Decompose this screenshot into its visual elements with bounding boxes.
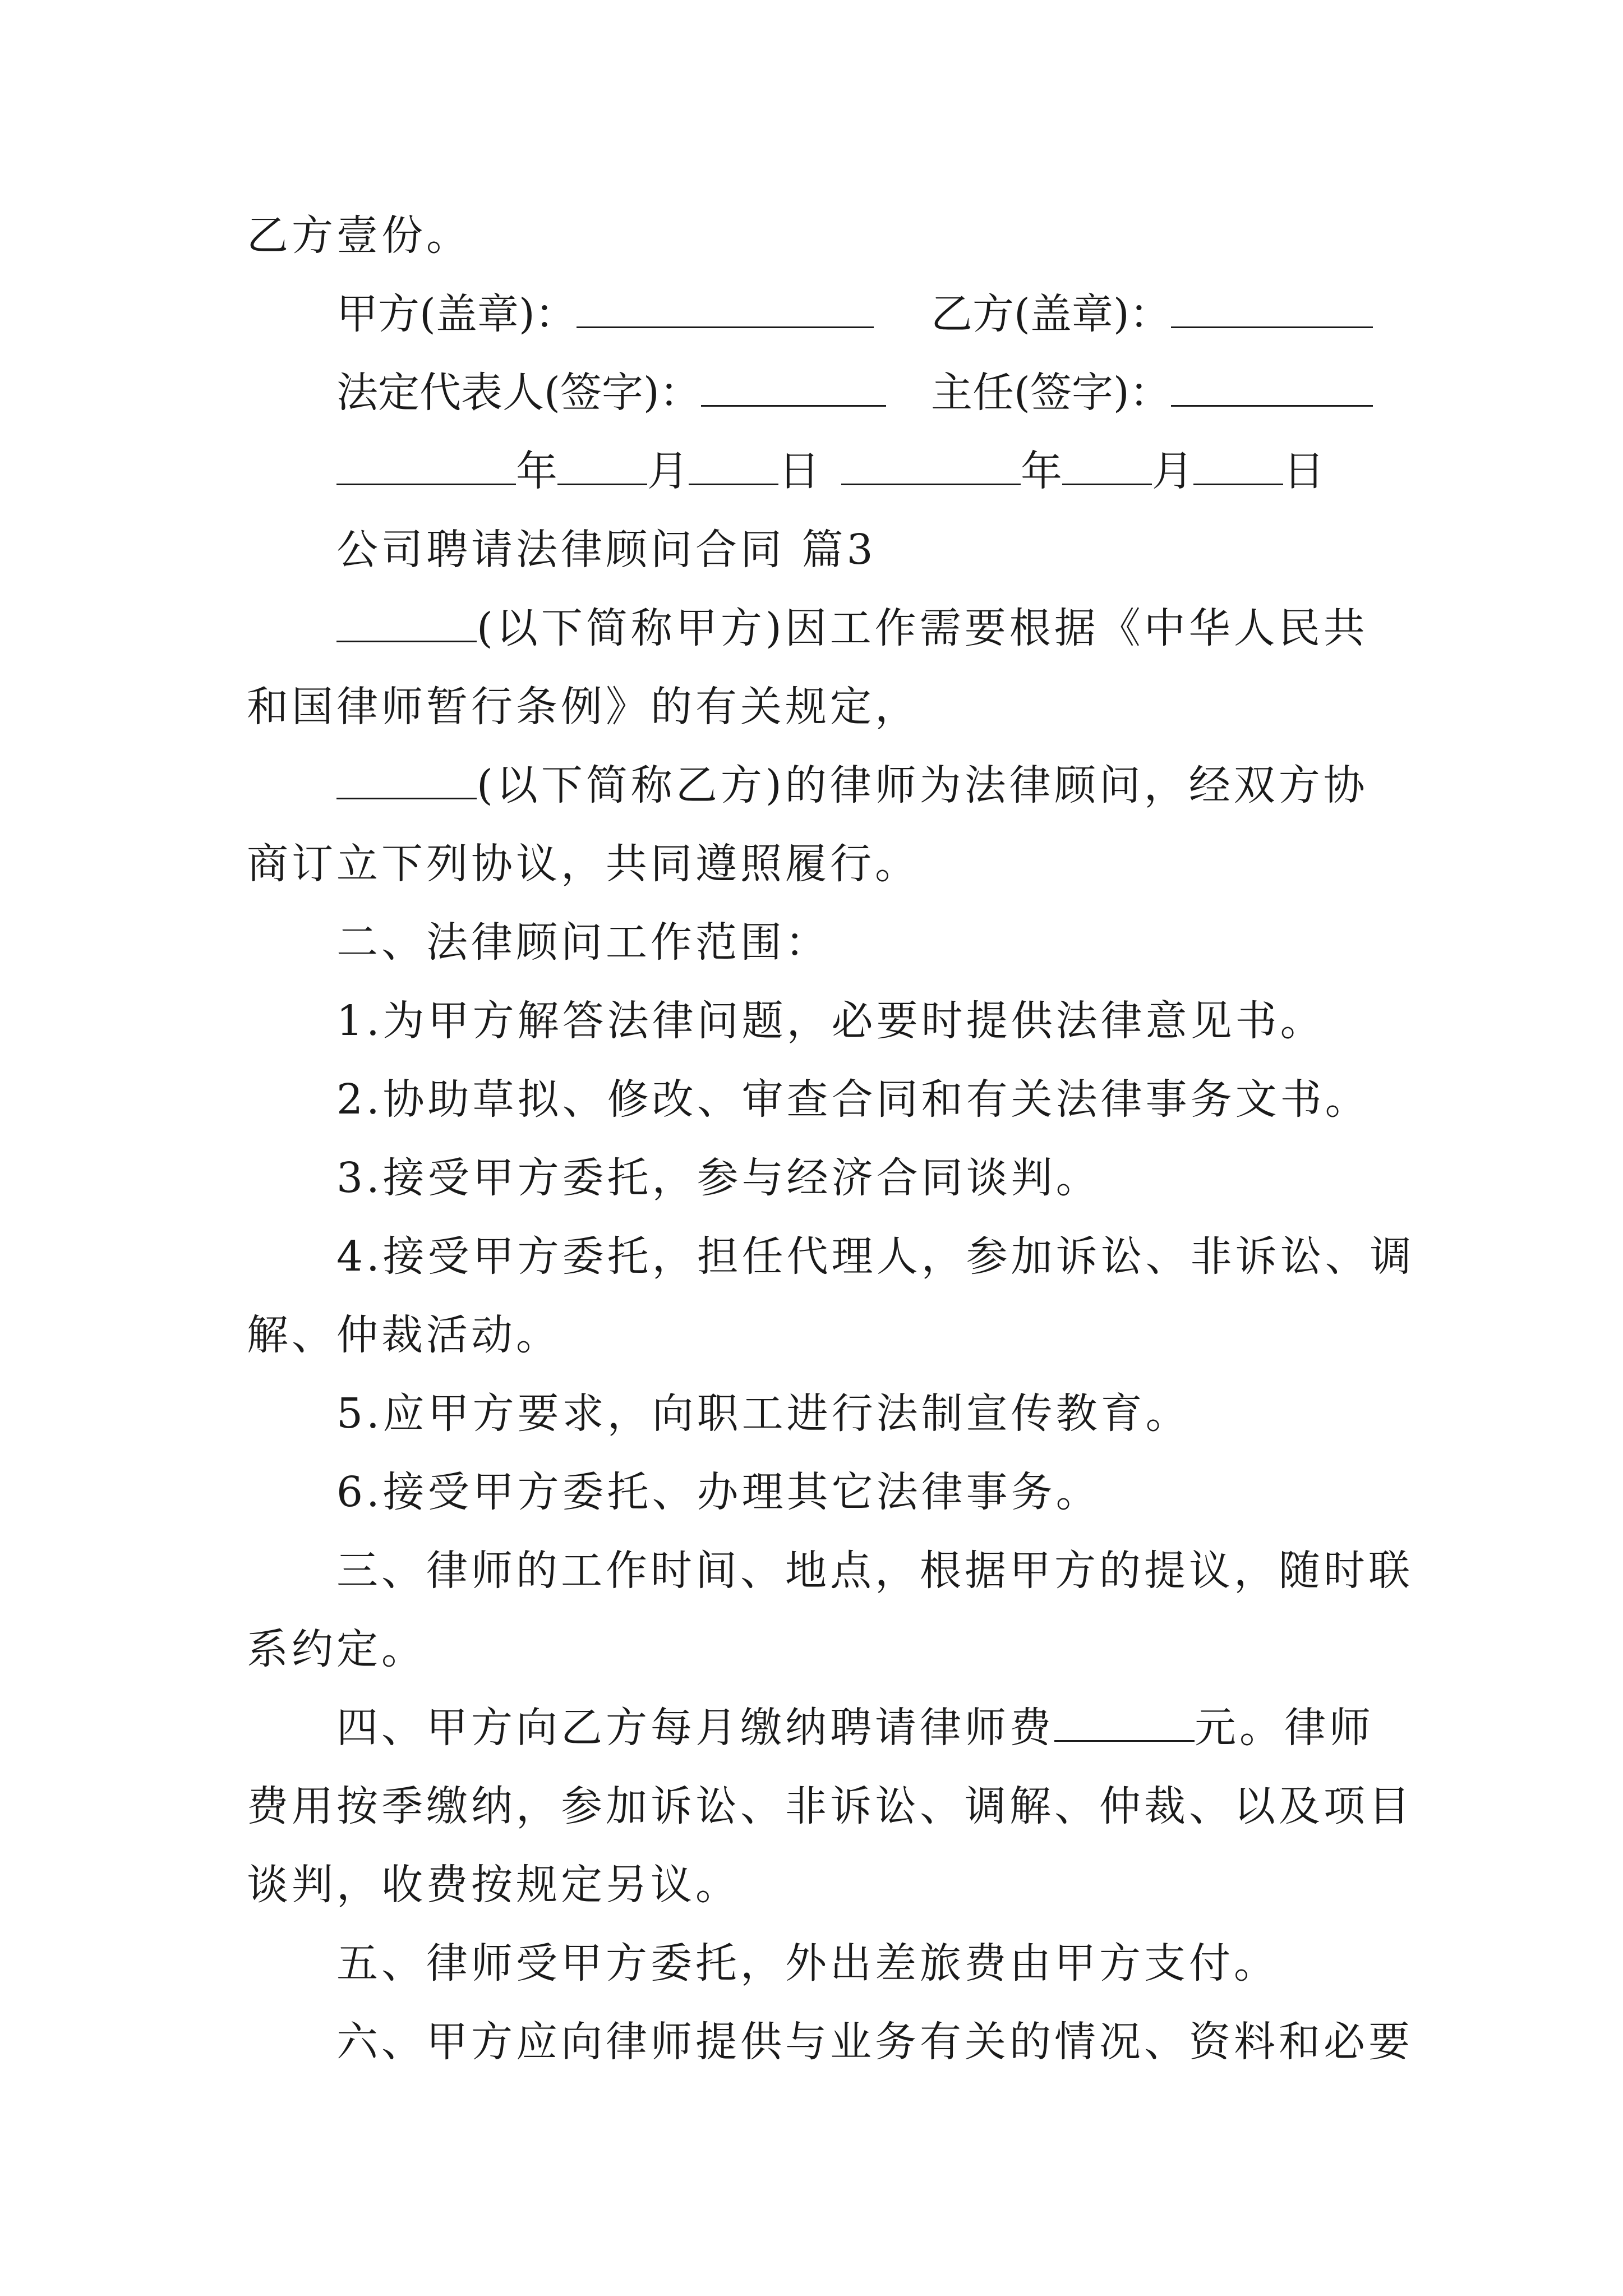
list-item: 5.应甲方要求，向职工进行法制宣传教育。: [336, 1389, 1191, 1438]
date-blank: [841, 444, 1021, 485]
text-line: 和国律师暂行条例》的有关规定，: [247, 683, 920, 731]
legal-rep-signature-label: 法定代表人(签字)：: [336, 369, 701, 417]
text-line: 二、法律顾问工作范围：: [336, 918, 830, 967]
list-item: 4.接受甲方委托，担任代理人，参加诉讼、非诉讼、调: [336, 1232, 1415, 1281]
date-blank: [336, 444, 516, 485]
party-b-name-blank: [336, 758, 477, 799]
text-line: 六、甲方应向律师提供与业务有关的情况、资料和必要: [336, 2018, 1413, 2066]
date-year-label: 年: [1021, 447, 1062, 495]
text-line: 五、律师受甲方委托，外出差旅费由甲方支付。: [336, 1939, 1279, 1987]
party-b-seal-label: 乙方(盖章)：: [931, 290, 1171, 338]
list-item: 1.为甲方解答法律问题，必要时提供法律意见书。: [336, 997, 1325, 1045]
party-a-seal-blank: [577, 287, 874, 328]
date-month-label: 月: [647, 447, 689, 495]
list-item: 2.协助草拟、修改、审查合同和有关法律事务文书。: [336, 1075, 1370, 1124]
legal-rep-signature-blank: [701, 366, 886, 407]
director-signature-blank: [1171, 366, 1373, 407]
text-line: 谈判，收费按规定另议。: [247, 1861, 740, 1909]
text-line: 商订立下列协议，共同遵照履行。: [247, 840, 920, 888]
fee-amount-blank: [1054, 1701, 1195, 1742]
text-line: 系约定。: [247, 1625, 426, 1673]
party-a-name-blank: [336, 601, 477, 642]
date-year-label: 年: [516, 447, 557, 495]
director-signature-label: 主任(签字)：: [931, 369, 1171, 417]
section-heading: 公司聘请法律顾问合同 篇3: [336, 526, 877, 574]
text-line: 四、甲方向乙方每月缴纳聘请律师费 元。律师: [336, 1700, 1385, 1756]
date-day-label: 日: [778, 447, 820, 495]
text-line: (以下简称乙方)的律师为法律顾问，经双方协: [336, 757, 1385, 813]
date-blank: [557, 444, 647, 485]
party-b-seal-blank: [1171, 287, 1373, 328]
date-blank: [689, 444, 778, 485]
date-blank: [1062, 444, 1152, 485]
date-day-label: 日: [1283, 447, 1325, 495]
date-blank: [1193, 444, 1283, 485]
list-item: 6.接受甲方委托、办理其它法律事务。: [336, 1468, 1101, 1516]
text-line: 三、律师的工作时间、地点，根据甲方的提议，随时联: [336, 1547, 1413, 1595]
text-line: 乙方壹份。: [247, 211, 471, 260]
text-line: (以下简称甲方)因工作需要根据《中华人民共: [336, 600, 1385, 656]
list-item: 3.接受甲方委托，参与经济合同谈判。: [336, 1154, 1101, 1202]
date-month-label: 月: [1152, 447, 1193, 495]
text-line: 解、仲裁活动。: [247, 1311, 561, 1359]
text-line: 费用按季缴纳，参加诉讼、非诉讼、调解、仲裁、以及项目: [247, 1782, 1413, 1830]
party-a-seal-label: 甲方(盖章)：: [336, 290, 577, 338]
